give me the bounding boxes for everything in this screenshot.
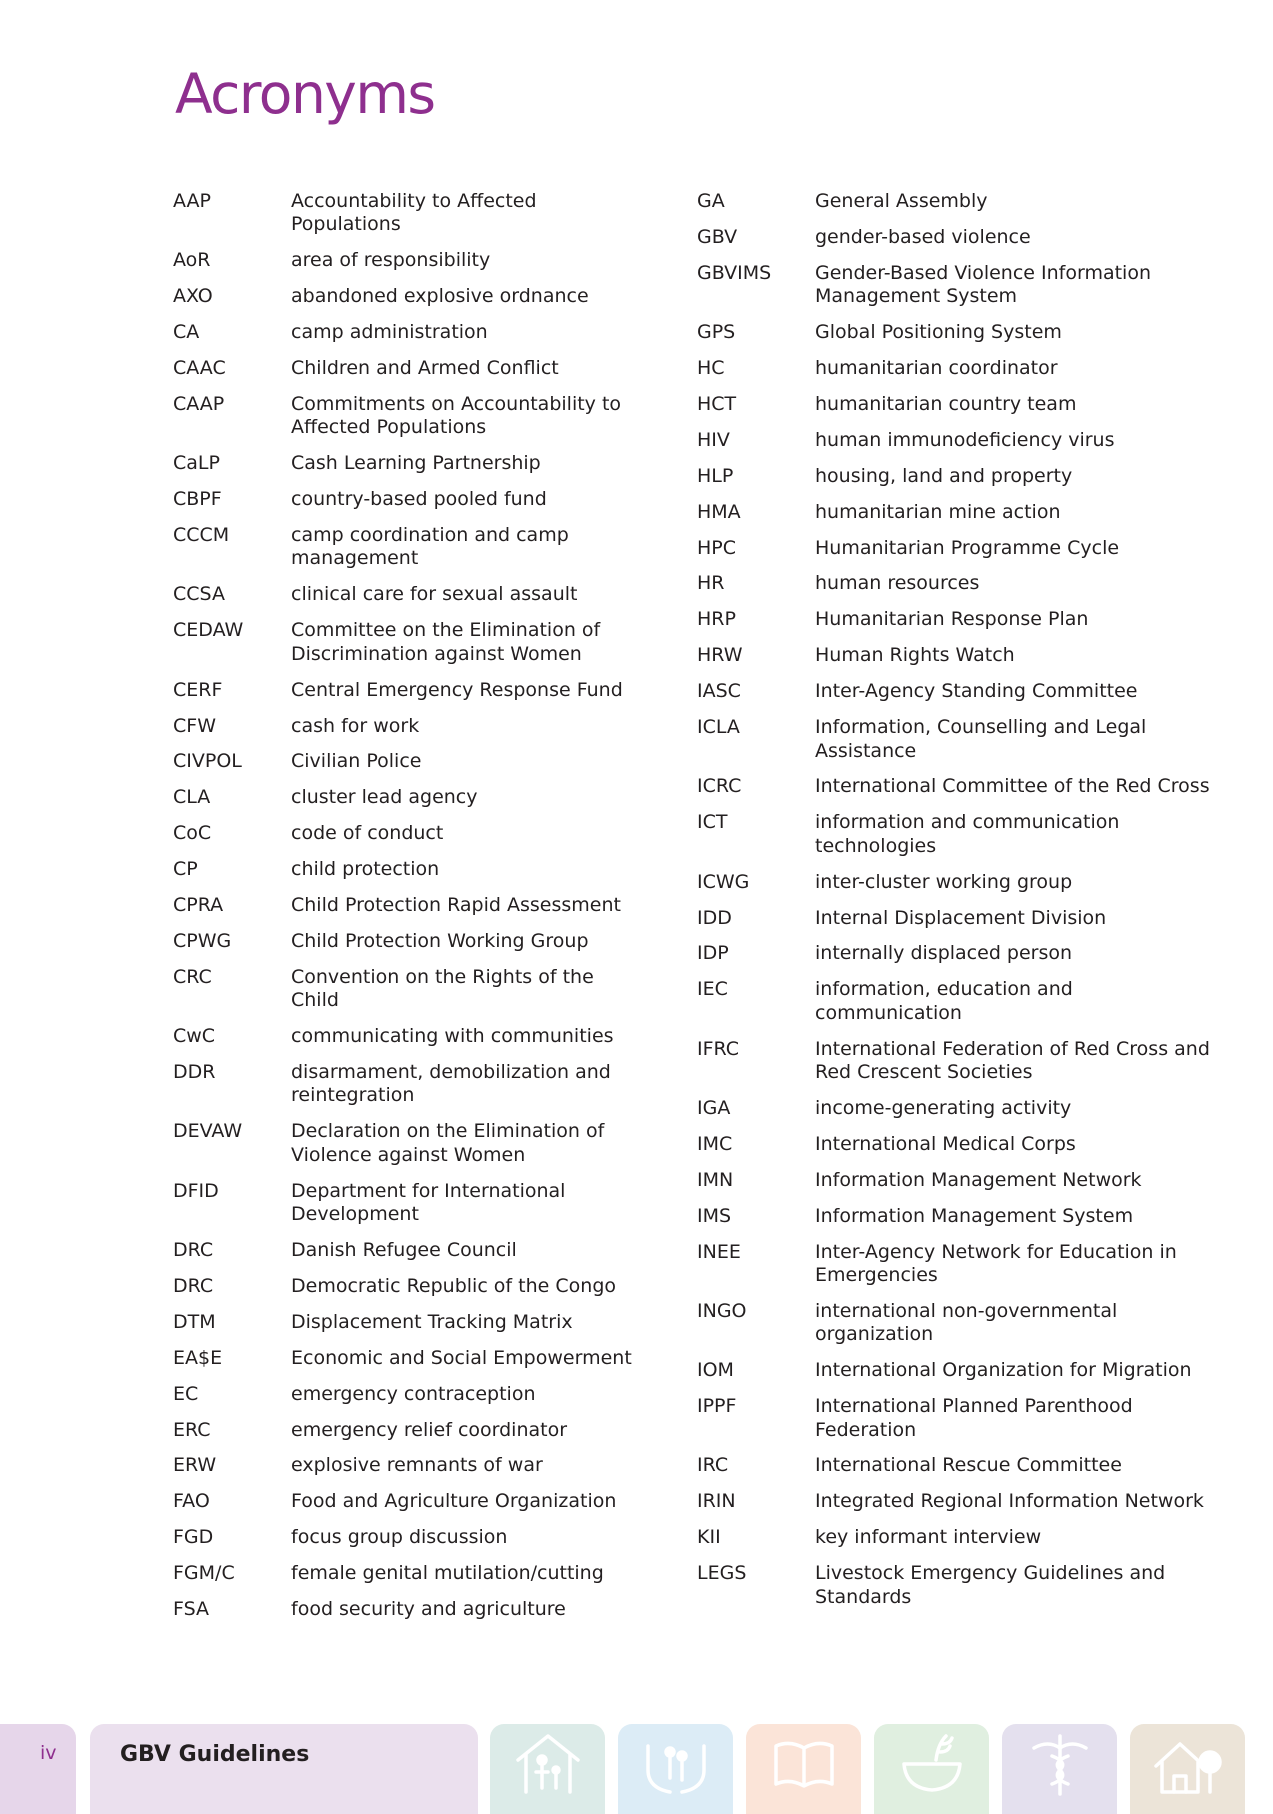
acronym-definition: humanitarian coordinator bbox=[815, 357, 1058, 380]
acronym-entry bbox=[173, 786, 643, 809]
acronym-abbreviation: CPRA bbox=[173, 894, 224, 917]
acronym-abbreviation: CFW bbox=[173, 714, 216, 737]
acronym-abbreviation: INEE bbox=[697, 1240, 741, 1263]
acronym-abbreviation: HMA bbox=[697, 500, 741, 523]
acronym-definition: Central Emergency Response Fund bbox=[291, 678, 623, 701]
acronym-definition: International Organization for Migration bbox=[815, 1359, 1192, 1382]
acronym-entry bbox=[173, 750, 643, 773]
acronym-entry bbox=[173, 321, 643, 344]
acronym-entry bbox=[173, 1490, 643, 1513]
acronym-entry bbox=[173, 1025, 643, 1048]
acronym-entry bbox=[697, 1038, 1217, 1085]
acronym-entry bbox=[173, 357, 643, 380]
acronym-entry bbox=[697, 190, 1217, 213]
acronym-abbreviation: ERC bbox=[173, 1418, 211, 1441]
acronym-abbreviation: ICT bbox=[697, 811, 728, 834]
acronym-abbreviation: GBVIMS bbox=[697, 261, 772, 284]
acronym-abbreviation: HRW bbox=[697, 644, 743, 667]
shelter-family-icon bbox=[490, 1724, 605, 1814]
acronym-entry bbox=[173, 1347, 643, 1370]
acronym-definition: camp coordination and camp management bbox=[291, 524, 569, 570]
acronym-abbreviation: GA bbox=[697, 190, 725, 212]
acronym-definition: humanitarian country team bbox=[815, 392, 1077, 415]
acronym-entry bbox=[697, 1241, 1217, 1288]
acronym-definition: internally displaced person bbox=[815, 942, 1073, 965]
acronym-definition: Democratic Republic of the Congo bbox=[291, 1274, 617, 1297]
acronym-abbreviation: GPS bbox=[697, 321, 736, 344]
acronym-abbreviation: DRC bbox=[173, 1274, 214, 1297]
acronym-entry bbox=[697, 1205, 1217, 1228]
acronym-entry bbox=[173, 249, 643, 272]
acronym-abbreviation: DFID bbox=[173, 1179, 219, 1202]
acronym-definition: International Committee of the Red Cross bbox=[815, 775, 1210, 798]
acronym-definition: Livestock Emergency Guidelines and Standards bbox=[815, 1562, 1166, 1608]
acronym-abbreviation: CRC bbox=[173, 965, 212, 988]
acronym-definition: abandoned explosive ordnance bbox=[291, 285, 589, 308]
acronym-entry bbox=[173, 715, 643, 738]
page-footer bbox=[0, 1724, 1273, 1800]
acronym-entry bbox=[697, 1169, 1217, 1192]
acronym-entry bbox=[697, 1526, 1217, 1549]
acronym-definition: Declaration on the Elimination of Violence against Women bbox=[291, 1120, 605, 1166]
publication-name: GBV Guidelines bbox=[120, 1742, 310, 1767]
acronym-definition: key informant interview bbox=[815, 1526, 1042, 1549]
acronym-definition: code of conduct bbox=[291, 822, 444, 845]
acronym-abbreviation: LEGS bbox=[697, 1562, 747, 1585]
acronym-abbreviation: DEVAW bbox=[173, 1120, 243, 1143]
acronym-entry bbox=[697, 716, 1217, 763]
acronym-definition: human resources bbox=[815, 572, 980, 595]
acronym-abbreviation: HCT bbox=[697, 392, 737, 415]
acronym-abbreviation: AAP bbox=[173, 190, 211, 212]
acronym-abbreviation: IDP bbox=[697, 942, 729, 965]
acronym-definition: Civilian Police bbox=[291, 750, 422, 773]
acronym-definition: food security and agriculture bbox=[291, 1598, 566, 1621]
acronym-abbreviation: FGM/C bbox=[173, 1562, 235, 1585]
acronym-abbreviation: IMS bbox=[697, 1204, 732, 1227]
acronym-abbreviation: HLP bbox=[697, 464, 734, 487]
acronym-entry bbox=[697, 942, 1217, 965]
acronym-abbreviation: CERF bbox=[173, 678, 223, 701]
acronym-definition: humanitarian mine action bbox=[815, 500, 1061, 523]
acronym-definition: Children and Armed Conflict bbox=[291, 357, 559, 380]
acronym-definition: Information Management System bbox=[815, 1204, 1134, 1227]
acronym-definition: Inter-Agency Standing Committee bbox=[815, 680, 1138, 703]
acronym-abbreviation: FSA bbox=[173, 1598, 210, 1621]
acronym-definition: Commitments on Accountability to Affected Populations bbox=[291, 392, 622, 439]
acronym-entry bbox=[697, 537, 1217, 560]
acronym-entry bbox=[697, 871, 1217, 894]
acronym-abbreviation: DRC bbox=[173, 1239, 214, 1261]
acronym-definition: International Rescue Committee bbox=[815, 1454, 1122, 1477]
acronym-definition: income-generating activity bbox=[815, 1096, 1072, 1119]
page-title: Acronyms bbox=[175, 62, 435, 126]
acronym-definition: Child Protection Rapid Assessment bbox=[291, 894, 621, 917]
acronym-abbreviation: CaLP bbox=[173, 452, 220, 475]
acronym-entry bbox=[697, 608, 1217, 631]
acronym-entry bbox=[173, 285, 643, 308]
acronym-abbreviation: CAAP bbox=[173, 392, 225, 415]
acronym-abbreviation: CPWG bbox=[173, 929, 232, 952]
acronym-definition: female genital mutilation/cutting bbox=[291, 1562, 604, 1585]
acronym-definition: General Assembly bbox=[815, 190, 988, 212]
acronym-definition: emergency contraception bbox=[291, 1382, 536, 1405]
acronym-abbreviation: IOM bbox=[697, 1359, 734, 1382]
acronym-entry bbox=[173, 966, 643, 1013]
acronym-abbreviation: HPC bbox=[697, 536, 737, 559]
acronym-entry bbox=[173, 930, 643, 953]
acronym-entry bbox=[173, 679, 643, 702]
acronym-definition: Information, Counselling and Legal Assistance bbox=[815, 716, 1147, 762]
acronym-abbreviation: ICLA bbox=[697, 716, 740, 739]
food-bowl-icon bbox=[874, 1724, 989, 1814]
acronym-entry bbox=[697, 811, 1217, 858]
acronym-abbreviation: DDR bbox=[173, 1061, 216, 1084]
acronym-abbreviation: CA bbox=[173, 321, 200, 344]
acronym-definition: country-based pooled fund bbox=[291, 488, 547, 511]
acronym-definition: Humanitarian Programme Cycle bbox=[815, 536, 1120, 559]
acronym-abbreviation: HIV bbox=[697, 428, 730, 451]
acronym-entry bbox=[697, 1454, 1217, 1477]
acronym-abbreviation: ICRC bbox=[697, 775, 742, 798]
acronym-abbreviation: IMN bbox=[697, 1168, 734, 1191]
acronym-abbreviation: EA$E bbox=[173, 1346, 223, 1369]
acronym-entry bbox=[697, 1359, 1217, 1382]
page-number-tab bbox=[0, 1724, 76, 1814]
acronym-definition: Displacement Tracking Matrix bbox=[291, 1310, 573, 1333]
acronym-definition: information, education and communication bbox=[815, 978, 1073, 1024]
acronym-entry bbox=[173, 822, 643, 845]
acronym-entry bbox=[173, 894, 643, 917]
acronym-definition: International Federation of Red Cross and Red Crescent Societies bbox=[815, 1037, 1210, 1084]
acronym-definition: information and communication technologies bbox=[815, 811, 1120, 857]
acronym-definition: Food and Agriculture Organization bbox=[291, 1490, 617, 1513]
acronym-abbreviation: HC bbox=[697, 357, 725, 380]
acronym-abbreviation: CCCM bbox=[173, 524, 230, 547]
acronym-definition: Economic and Social Empowerment bbox=[291, 1346, 632, 1369]
acronym-definition: cash for work bbox=[291, 714, 420, 737]
acronym-entry bbox=[173, 1598, 643, 1621]
acronym-entry bbox=[697, 465, 1217, 488]
acronym-definition: inter-cluster working group bbox=[815, 870, 1073, 893]
book-icon bbox=[746, 1724, 861, 1814]
acronym-list-left bbox=[173, 190, 643, 1634]
acronym-entry bbox=[173, 1239, 643, 1262]
acronym-abbreviation: IEC bbox=[697, 978, 728, 1001]
acronym-entry bbox=[173, 1120, 643, 1167]
acronym-definition: gender-based violence bbox=[815, 225, 1031, 248]
acronym-entry bbox=[173, 190, 643, 237]
acronym-abbreviation: CoC bbox=[173, 822, 212, 845]
acronym-entry bbox=[173, 1311, 643, 1334]
house-tree-icon bbox=[1130, 1724, 1245, 1814]
acronym-definition: Accountability to Affected Populations bbox=[291, 190, 537, 236]
acronym-abbreviation: IASC bbox=[697, 680, 741, 703]
acronym-abbreviation: FGD bbox=[173, 1526, 214, 1549]
acronym-entry bbox=[173, 583, 643, 606]
acronym-entry bbox=[173, 393, 643, 440]
acronym-entry bbox=[173, 1454, 643, 1477]
acronym-entry bbox=[173, 1383, 643, 1406]
acronym-entry bbox=[173, 619, 643, 666]
acronym-abbreviation: CBPF bbox=[173, 488, 222, 511]
acronym-abbreviation: IRIN bbox=[697, 1490, 736, 1513]
acronym-entry bbox=[697, 262, 1217, 309]
acronym-abbreviation: IMC bbox=[697, 1132, 733, 1155]
acronym-abbreviation: IGA bbox=[697, 1096, 731, 1119]
acronym-definition: area of responsibility bbox=[291, 249, 491, 272]
acronym-entry bbox=[697, 321, 1217, 344]
acronym-entry bbox=[697, 226, 1217, 249]
acronym-abbreviation: KII bbox=[697, 1526, 721, 1549]
acronym-entry bbox=[173, 1526, 643, 1549]
acronym-entry bbox=[173, 1180, 643, 1227]
acronym-list-right bbox=[697, 190, 1217, 1621]
acronym-entry bbox=[697, 680, 1217, 703]
acronym-abbreviation: CwC bbox=[173, 1025, 216, 1048]
acronym-definition: Global Positioning System bbox=[815, 321, 1062, 344]
acronym-definition: housing, land and property bbox=[815, 464, 1073, 487]
acronym-abbreviation: IDD bbox=[697, 906, 732, 929]
acronym-entry bbox=[697, 357, 1217, 380]
acronym-entry bbox=[697, 1300, 1217, 1347]
acronym-definition: Information Management Network bbox=[815, 1168, 1142, 1191]
acronym-abbreviation: IRC bbox=[697, 1454, 729, 1477]
acronym-entry bbox=[697, 572, 1217, 595]
acronym-definition: Committee on the Elimination of Discrimination against Women bbox=[291, 619, 601, 665]
acronym-entry bbox=[173, 488, 643, 511]
acronym-abbreviation: FAO bbox=[173, 1490, 210, 1513]
acronym-entry bbox=[173, 452, 643, 475]
acronym-definition: Integrated Regional Information Network bbox=[815, 1490, 1204, 1513]
acronym-entry bbox=[697, 501, 1217, 524]
acronym-entry bbox=[697, 1490, 1217, 1513]
acronym-entry bbox=[697, 644, 1217, 667]
acronym-abbreviation: IPPF bbox=[697, 1395, 737, 1418]
acronym-definition: Internal Displacement Division bbox=[815, 906, 1107, 929]
acronym-definition: communicating with communities bbox=[291, 1025, 614, 1048]
acronym-definition: International Planned Parenthood Federation bbox=[815, 1395, 1133, 1441]
acronym-entry bbox=[173, 858, 643, 881]
acronym-definition: Danish Refugee Council bbox=[291, 1239, 517, 1261]
acronym-abbreviation: AXO bbox=[173, 285, 213, 308]
acronym-definition: international non-governmental organization bbox=[815, 1299, 1118, 1346]
acronym-definition: Cash Learning Partnership bbox=[291, 452, 541, 475]
acronym-entry bbox=[697, 1395, 1217, 1442]
acronym-definition: explosive remnants of war bbox=[291, 1454, 543, 1477]
acronym-definition: camp administration bbox=[291, 321, 488, 344]
acronym-entry bbox=[173, 1061, 643, 1108]
acronym-abbreviation: AoR bbox=[173, 249, 211, 272]
acronym-entry bbox=[697, 429, 1217, 452]
acronym-definition: disarmament, demobilization and reintegration bbox=[291, 1061, 611, 1107]
acronym-abbreviation: CIVPOL bbox=[173, 750, 242, 773]
acronym-entry bbox=[173, 1275, 643, 1298]
acronym-definition: emergency relief coordinator bbox=[291, 1418, 568, 1441]
acronym-abbreviation: HRP bbox=[697, 608, 736, 631]
acronym-entry bbox=[173, 524, 643, 571]
acronym-definition: cluster lead agency bbox=[291, 786, 478, 809]
acronym-definition: focus group discussion bbox=[291, 1526, 508, 1549]
acronym-definition: clinical care for sexual assault bbox=[291, 583, 578, 606]
acronym-definition: International Medical Corps bbox=[815, 1132, 1076, 1155]
acronym-definition: Inter-Agency Network for Education in Emergencies bbox=[815, 1240, 1177, 1286]
acronym-entry bbox=[697, 1133, 1217, 1156]
acronym-abbreviation: HR bbox=[697, 572, 725, 595]
acronym-entry bbox=[173, 1419, 643, 1442]
acronym-abbreviation: EC bbox=[173, 1382, 199, 1405]
acronym-entry bbox=[173, 1562, 643, 1585]
acronym-definition: Humanitarian Response Plan bbox=[815, 608, 1089, 631]
acronym-abbreviation: CEDAW bbox=[173, 619, 244, 642]
acronym-entry bbox=[697, 775, 1217, 798]
acronym-abbreviation: CCSA bbox=[173, 583, 225, 606]
acronym-definition: child protection bbox=[291, 858, 440, 881]
acronym-abbreviation: INGO bbox=[697, 1299, 747, 1322]
page-number: iv bbox=[40, 1742, 57, 1764]
acronym-definition: Human Rights Watch bbox=[815, 644, 1015, 667]
acronym-definition: Department for International Development bbox=[291, 1179, 566, 1226]
acronym-definition: Gender-Based Violence Information Management System bbox=[815, 261, 1151, 308]
acronym-entry bbox=[697, 1562, 1217, 1609]
acronym-definition: Convention on the Rights of the Child bbox=[291, 965, 594, 1012]
hands-people-icon bbox=[618, 1724, 733, 1814]
acronym-definition: Child Protection Working Group bbox=[291, 929, 589, 952]
acronym-entry bbox=[697, 1097, 1217, 1120]
acronym-abbreviation: CP bbox=[173, 858, 198, 881]
acronym-entry bbox=[697, 978, 1217, 1025]
acronym-abbreviation: ICWG bbox=[697, 870, 750, 893]
acronym-entry bbox=[697, 393, 1217, 416]
acronym-entry bbox=[697, 907, 1217, 930]
acronym-abbreviation: DTM bbox=[173, 1310, 216, 1333]
health-caduceus-icon bbox=[1002, 1724, 1117, 1814]
acronym-abbreviation: CAAC bbox=[173, 357, 226, 380]
publication-tab bbox=[90, 1724, 478, 1814]
acronym-abbreviation: CLA bbox=[173, 786, 211, 809]
acronym-definition: human immunodeficiency virus bbox=[815, 428, 1115, 451]
acronym-abbreviation: GBV bbox=[697, 225, 738, 248]
acronym-abbreviation: ERW bbox=[173, 1454, 217, 1477]
acronym-abbreviation: IFRC bbox=[697, 1037, 740, 1060]
